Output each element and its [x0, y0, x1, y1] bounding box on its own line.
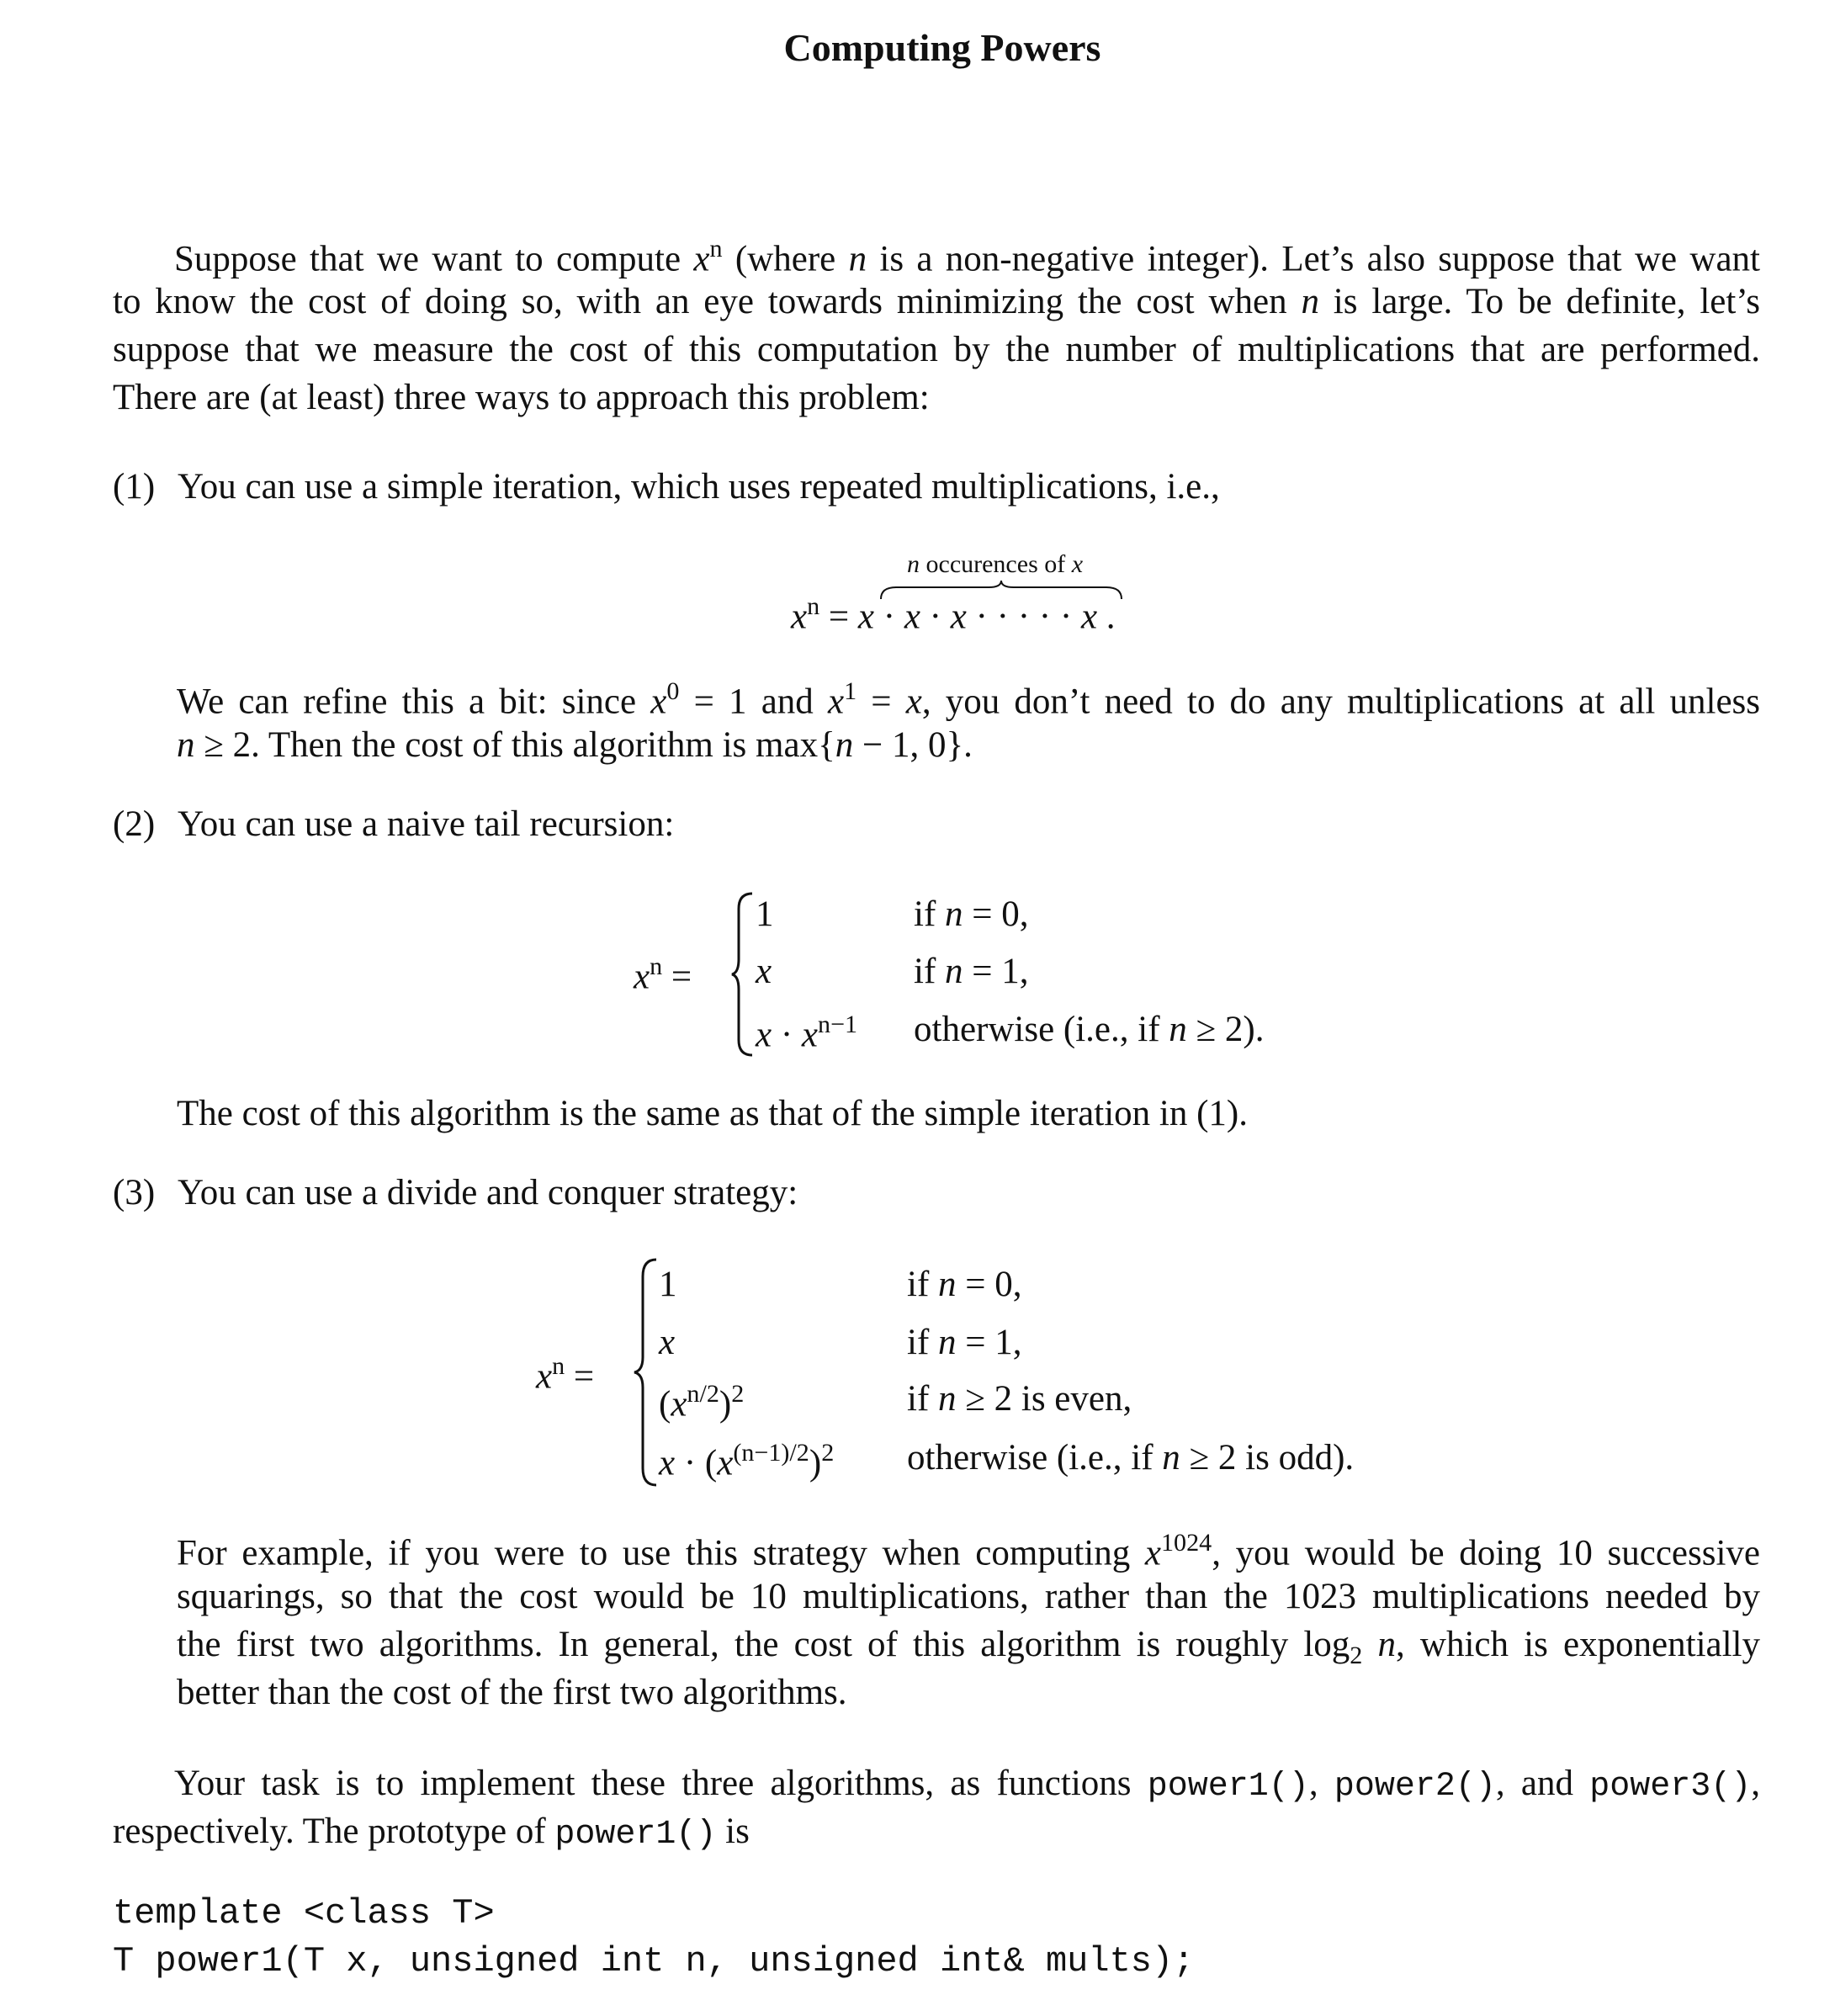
text-run: ≥ 2. Then the cost of this algorithm is max{ [194, 725, 835, 765]
math-variable: n [1162, 1438, 1180, 1478]
text-run: = 0, [963, 894, 1029, 934]
item-2-text: You can use a naive tail recursion: [178, 804, 675, 844]
text-run: , you don’t need to do any multiplications at all unless [921, 682, 1761, 722]
case-value [756, 896, 774, 932]
text-run: Suppose that we want to compute [174, 239, 694, 279]
page-title: Computing Powers [783, 26, 1101, 69]
text-run: Your task is to implement these three algorithms, as functions [174, 1764, 1148, 1803]
superscript: 1 [844, 676, 857, 705]
text-run: to know the cost of doing so, with an eye towards minimizing the cost when [113, 282, 1302, 321]
text-run: squarings, so that the cost would be 10 multiplications, rather than the 1023 multiplications needed by [177, 1577, 1760, 1616]
text-run: = 1, [963, 952, 1029, 991]
iteration-equation [791, 593, 1116, 635]
text-run: ≥ 2 is odd). [1180, 1438, 1355, 1478]
item-2-label: (2) [113, 804, 156, 844]
text-run: = [662, 957, 692, 997]
text-run: 1 [659, 1265, 677, 1304]
case-value [659, 1266, 677, 1302]
text-run: = [857, 682, 906, 722]
text-run: respectively. The prototype of [113, 1812, 555, 1851]
superscript: n [552, 1351, 565, 1380]
recursion-lhs [634, 953, 692, 995]
code-inline: power1() [1147, 1768, 1309, 1806]
superscript: 1024 [1161, 1528, 1212, 1557]
superscript: 2 [821, 1438, 835, 1467]
math-variable: x [536, 1356, 553, 1397]
text-run: = [565, 1356, 595, 1397]
superscript: n [807, 592, 820, 620]
case-condition [907, 1440, 1354, 1476]
left-brace [633, 1258, 660, 1487]
code-inline: power1() [554, 1816, 717, 1854]
text-run: suppose that we measure the cost of this computation by the number of multiplications that are performed. [113, 330, 1760, 369]
example-line [177, 1674, 847, 1711]
text-run: otherwise (i.e., if [907, 1438, 1163, 1478]
math-variable: x [671, 1384, 687, 1424]
text-run: 1 [756, 894, 774, 934]
math-variable: x [857, 597, 874, 637]
text-run: is a non-negative integer). Let’s also suppose that we want [867, 239, 1760, 279]
case-value [659, 1324, 675, 1361]
math-variable: n [1169, 1010, 1187, 1049]
case-value [756, 1011, 857, 1053]
case-condition [914, 953, 1029, 989]
text-run: · · · · · [966, 597, 1081, 637]
refine-line [177, 678, 1760, 720]
text-run: ) [719, 1384, 732, 1424]
text-run: , [1751, 1764, 1760, 1803]
example-line [177, 1626, 1760, 1668]
math-variable: x [756, 952, 772, 991]
intro-line [113, 332, 1760, 368]
case-condition [907, 1324, 1022, 1361]
intro-line [174, 236, 1760, 278]
text-run: is [716, 1812, 750, 1851]
math-variable: x [904, 597, 920, 637]
math-variable: n [177, 725, 195, 765]
math-variable: x [827, 682, 845, 722]
math-variable: n [848, 239, 867, 279]
text-run: = 1, [956, 1323, 1022, 1362]
subscript: 2 [1350, 1641, 1363, 1670]
text-run: (where [722, 239, 849, 279]
math-variable: x [650, 682, 667, 722]
example-line [177, 1530, 1760, 1572]
code-inline: power2() [1334, 1768, 1496, 1806]
math-variable: n [938, 1323, 957, 1362]
text-run: if [907, 1265, 939, 1304]
text-run: better than the cost of the first two algorithms. [177, 1673, 847, 1712]
item-1-label: (1) [113, 467, 156, 507]
example-line [177, 1578, 1760, 1615]
text-run: · [920, 597, 951, 637]
text-run: if [907, 1323, 939, 1362]
math-variable: x [659, 1443, 676, 1483]
item-3-text: You can use a divide and conquer strategy: [178, 1173, 798, 1212]
item-3-label: (3) [113, 1173, 156, 1212]
text-run: otherwise (i.e., if [914, 1010, 1169, 1049]
text-run: , you would be doing 10 successive [1212, 1533, 1760, 1573]
math-variable: x [1144, 1533, 1161, 1573]
math-variable: n [907, 550, 920, 578]
task-line [113, 1813, 750, 1852]
math-variable: x [1080, 597, 1098, 637]
text-run: · [772, 1015, 802, 1055]
math-variable: x [1071, 550, 1084, 578]
case-value [659, 1381, 744, 1423]
math-variable: x [756, 1015, 772, 1055]
superscript: n−1 [818, 1010, 858, 1038]
case-value [756, 953, 772, 989]
math-variable: x [659, 1323, 676, 1362]
task-line [174, 1765, 1760, 1804]
text-run: ) [809, 1443, 822, 1483]
math-variable: x [950, 597, 967, 637]
code-line: template <class T> [113, 1893, 495, 1934]
case-condition [914, 896, 1029, 932]
superscript: 0 [666, 676, 680, 705]
superscript: n [709, 234, 723, 263]
text-run: , and [1495, 1764, 1590, 1803]
text-run: = 1 and [679, 682, 828, 722]
superscript: 2 [731, 1379, 745, 1408]
text-run: , which is exponentially [1396, 1625, 1760, 1664]
case-value [659, 1440, 834, 1482]
text-run: · ( [675, 1443, 718, 1483]
superscript: n [650, 952, 663, 980]
left-brace [730, 892, 756, 1057]
math-variable: x [801, 1015, 819, 1055]
text-run: occurences of [920, 550, 1072, 578]
math-variable: x [693, 239, 710, 279]
text-run: ( [659, 1384, 671, 1424]
item-1-text: You can use a simple iteration, which uses repeated multiplications, i.e., [178, 467, 1220, 507]
divide-lhs [536, 1353, 594, 1395]
text-run: ≥ 2). [1186, 1010, 1265, 1049]
text-run: if [907, 1379, 939, 1419]
text-run: . [1097, 597, 1116, 637]
text-run: There are (at least) three ways to approach this problem: [113, 378, 930, 417]
text-run: = [819, 597, 858, 637]
text-run: For example, if you were to use this strategy when computing [177, 1533, 1145, 1573]
text-run: , [1308, 1764, 1334, 1803]
case-condition [907, 1266, 1022, 1302]
text-run: is large. To be definite, let’s [1318, 282, 1760, 321]
case-condition [907, 1381, 1132, 1417]
intro-line [113, 379, 930, 416]
code-line: T power1(T x, unsigned int n, unsigned int& mults); [113, 1941, 1195, 1982]
text-run: the first two algorithms. In general, the cost of this algorithm is roughly log [177, 1625, 1350, 1664]
item-2-cost: The cost of this algorithm is the same as that of the simple iteration in (1). [177, 1094, 1248, 1133]
text-run: − 1, 0}. [853, 725, 973, 765]
superscript: n/2 [687, 1379, 719, 1408]
case-condition [914, 1011, 1264, 1048]
text-run: if [914, 952, 946, 991]
math-variable: n [938, 1379, 957, 1419]
math-variable: x [791, 597, 808, 637]
math-variable: n [1301, 282, 1319, 321]
superscript: (n−1)/2 [733, 1438, 809, 1467]
math-variable: x [717, 1443, 734, 1483]
text-run: if [914, 894, 946, 934]
math-variable: x [634, 957, 650, 997]
overbrace-label [907, 552, 1083, 577]
text-run: We can refine this a bit: since [177, 682, 651, 722]
math-variable: n [1377, 1625, 1396, 1664]
math-variable: x [905, 682, 922, 722]
text-run: · [874, 597, 904, 637]
code-inline: power3() [1589, 1768, 1752, 1806]
text-run [1362, 1625, 1377, 1664]
intro-line [113, 284, 1760, 320]
text-run: = 0, [956, 1265, 1022, 1304]
refine-line [177, 727, 973, 763]
math-variable: n [945, 894, 963, 934]
text-run: ≥ 2 is even, [956, 1379, 1132, 1419]
math-variable: n [945, 952, 963, 991]
math-variable: n [835, 725, 854, 765]
math-variable: n [938, 1265, 957, 1304]
